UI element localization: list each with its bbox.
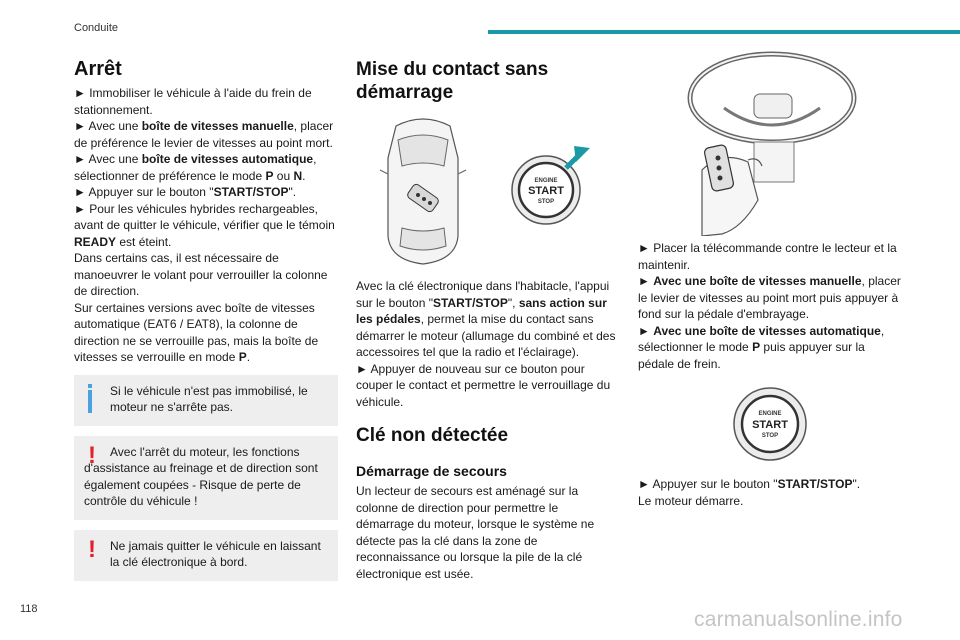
watermark-text: carmanualsonline.info [694,608,903,631]
paragraph-manual-gearbox: ► Avec une boîte de vitesses manuelle, placer de préférence le levier de vitesses au point mort. [74,119,334,150]
header-accent-bar [488,30,960,34]
paragraph-hybrid-ready: ► Pour les véhicules hybrides rechargeables, avant de quitter le véhicule, vérifier que le témoin READY est éteint. [74,201,335,249]
info-note: Si le véhicule n'est pas immobilisé, le moteur ne s'arrête pas. [74,375,338,426]
paragraph-steering-lock: Dans certains cas, il est nécessaire de manoeuvrer le volant pour verrouiller la colonne de direction. [74,251,328,298]
paragraph-auto-gearbox: ► Avec une boîte de vitesses automatique, sélectionner de préférence le mode P ou N. [74,152,317,183]
start-stop-button-illustration [506,144,596,234]
steering-column-reader-illustration [662,50,862,236]
warning-note-assistance: ! Avec l'arrêt du moteur, les fonctions d'assistance au freinage et de direction sont également coupées - Risque de perte de contrôle du véhicule ! [74,436,338,520]
header-section-label: Conduite [74,22,119,34]
paragraph-lecteur-secours: Un lecteur de secours est aménagé sur la colonne de direction pour permettre le démarrage du moteur, lorsque le système ne détecte pas la clé dans la zone de reconnaissance ou lorsque la pile de la clé électronique est usée. [356,484,595,581]
paragraph-placer-telecommande: ► Placer la télécommande contre le lecteur et la maintenir. [638,241,897,272]
column-mise-contact [356,58,620,582]
paragraph-appuyer-start-stop: ► Appuyer sur le bouton "START/STOP". [638,477,861,491]
warning-icon: ! [88,535,96,563]
button-text-start: START [528,185,564,197]
section-title-arret: Arrêt [74,58,122,80]
button-text-engine: ENGINE [534,178,558,184]
paragraph-press-start-stop: ► Appuyer sur le bouton "START/STOP". [74,185,297,199]
paragraph-manuelle-embrayage: ► Avec une boîte de vitesses manuelle, placer le levier de vitesses au point mort puis appuyer à fond sur la pédale d'embrayage. [638,274,901,321]
button-text-stop: STOP [761,433,779,439]
paragraph-couper-contact: ► Appuyer de nouveau sur ce bouton pour couper le contact et permettre le verrouillage du véhicule. [356,361,611,409]
start-stop-button-illustration-2 [730,384,810,464]
page-number: 118 [20,603,38,615]
paragraph-moteur-demarre: Le moteur démarre. [638,493,744,508]
warning-icon: ! [88,441,96,469]
button-text-stop: STOP [537,199,555,205]
section-title-mise-contact: Mise du contact sans démarrage [356,59,549,103]
paragraph-automatique-frein: ► Avec une boîte de vitesses automatique, sélectionner le mode P puis appuyer sur la pédale de frein. [638,323,885,371]
figure-car-key-button [356,118,620,268]
paragraph-eat-lock: Sur certaines versions avec boîte de vitesses automatique (EAT6 / EAT8), la colonne de direction ne se verrouille pas, mais la boîte de vitesses se verrouille en mode P. [74,300,319,364]
car-top-view-illustration [378,118,468,266]
subsection-title-demarrage-secours: Démarrage de secours [356,463,507,479]
info-icon [88,384,92,413]
paragraph-immobiliser: ► Immobiliser le véhicule à l'aide du frein de stationnement. [74,86,312,117]
button-text-engine: ENGINE [758,411,782,417]
section-title-cle-non-detectee: Clé non détectée [356,425,509,446]
column-demarrage-secours-steps [638,50,902,509]
paragraph-contact-sans-demarrage: Avec la clé électronique dans l'habitacle, l'appui sur le bouton "START/STOP", sans action sur les pédales, permet la mise du contact sans démarrer le moteur (allumage du combiné et des accessoires tel que la radio et l'éclairage). [356,279,616,359]
button-text-start: START [752,419,788,431]
warning-note-key-onboard: ! Ne jamais quitter le véhicule en laissant la clé électronique à bord. [74,530,338,581]
column-arret [74,58,338,581]
